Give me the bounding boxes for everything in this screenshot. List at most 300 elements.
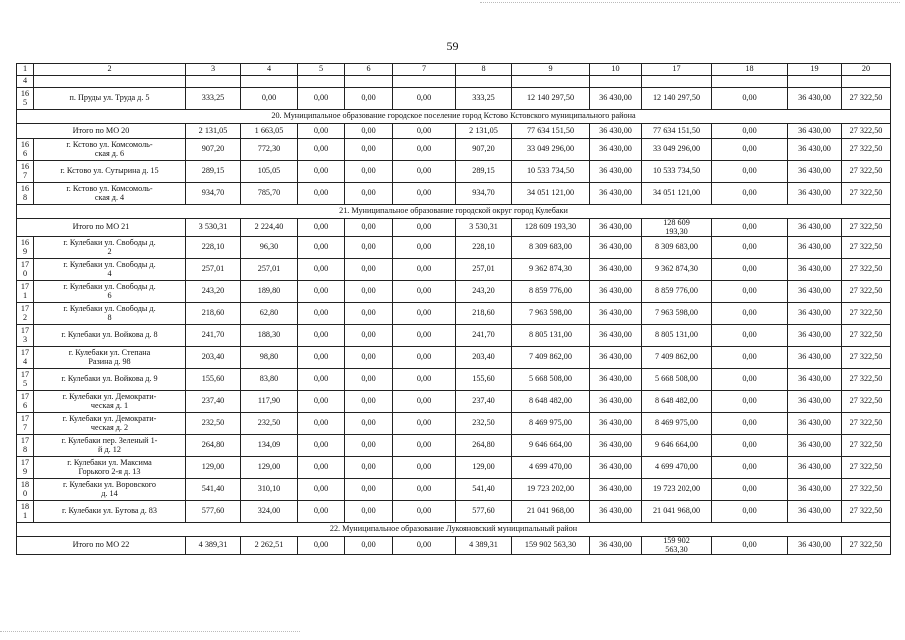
value-cell: 36 430,00 xyxy=(788,413,842,435)
value-cell: 36 430,00 xyxy=(590,413,642,435)
value-cell: 785,70 xyxy=(241,183,298,205)
value-cell: 0,00 xyxy=(393,237,456,259)
section-title: 20. Муниципальное образование городское поселение город Кстово Кстовского муниципального района xyxy=(17,110,891,124)
row-number: 18 0 xyxy=(17,479,34,501)
value-cell: 129,00 xyxy=(186,457,241,479)
value-cell: 289,15 xyxy=(186,161,241,183)
address-cell: г. Кулебаки ул. Войкова д. 8 xyxy=(34,325,186,347)
value-cell: 333,25 xyxy=(186,88,241,110)
value-cell: 0,00 xyxy=(298,435,345,457)
value-cell: 10 533 734,50 xyxy=(642,161,712,183)
value-cell: 218,60 xyxy=(186,303,241,325)
value-cell: 27 322,50 xyxy=(842,219,891,237)
address-cell: г. Кулебаки ул. Воровского д. 14 xyxy=(34,479,186,501)
value-cell: 27 322,50 xyxy=(842,88,891,110)
value-cell: 36 430,00 xyxy=(590,391,642,413)
value-cell: 0,00 xyxy=(298,457,345,479)
header-cell: 6 xyxy=(345,64,393,76)
value-cell: 257,01 xyxy=(241,259,298,281)
value-cell: 36 430,00 xyxy=(788,139,842,161)
table-cell xyxy=(186,76,241,88)
value-cell: 21 041 968,00 xyxy=(642,501,712,523)
value-cell: 0,00 xyxy=(712,369,788,391)
value-cell: 0,00 xyxy=(345,391,393,413)
data-table xyxy=(16,63,891,555)
table-row xyxy=(17,325,891,347)
value-cell: 5 668 508,00 xyxy=(642,369,712,391)
value-cell: 237,40 xyxy=(186,391,241,413)
value-cell: 0,00 xyxy=(712,183,788,205)
value-cell: 8 805 131,00 xyxy=(642,325,712,347)
row-number: 16 8 xyxy=(17,183,34,205)
value-cell: 36 430,00 xyxy=(788,259,842,281)
value-cell: 4 389,31 xyxy=(456,537,512,555)
value-cell: 0,00 xyxy=(712,237,788,259)
address-cell: г. Кулебаки ул. Максима Горького 2-я д. 13 xyxy=(34,457,186,479)
value-cell: 0,00 xyxy=(298,391,345,413)
address-cell: г. Кулебаки ул. Свободы д. 8 xyxy=(34,303,186,325)
value-cell: 0,00 xyxy=(393,435,456,457)
value-cell: 36 430,00 xyxy=(590,537,642,555)
value-cell: 0,00 xyxy=(393,347,456,369)
value-cell: 218,60 xyxy=(456,303,512,325)
value-cell: 0,00 xyxy=(393,88,456,110)
value-cell: 27 322,50 xyxy=(842,479,891,501)
value-cell: 188,30 xyxy=(241,325,298,347)
address-cell: г. Кулебаки ул. Свободы д. 2 xyxy=(34,237,186,259)
value-cell: 34 051 121,00 xyxy=(512,183,590,205)
value-cell: 27 322,50 xyxy=(842,347,891,369)
address-cell: г. Кулебаки ул. Свободы д. 6 xyxy=(34,281,186,303)
section-row xyxy=(17,205,891,219)
value-cell: 36 430,00 xyxy=(590,369,642,391)
value-cell: 36 430,00 xyxy=(788,501,842,523)
value-cell: 0,00 xyxy=(712,391,788,413)
row-number: 17 6 xyxy=(17,391,34,413)
table-row xyxy=(17,413,891,435)
value-cell: 36 430,00 xyxy=(788,391,842,413)
value-cell: 0,00 xyxy=(298,88,345,110)
value-cell: 5 668 508,00 xyxy=(512,369,590,391)
header-cell: 9 xyxy=(512,64,590,76)
row-number: 16 5 xyxy=(17,88,34,110)
value-cell: 0,00 xyxy=(345,347,393,369)
value-cell: 33 049 296,00 xyxy=(642,139,712,161)
row-number: 16 6 xyxy=(17,139,34,161)
value-cell: 0,00 xyxy=(345,161,393,183)
value-cell: 12 140 297,50 xyxy=(512,88,590,110)
value-cell: 0,00 xyxy=(712,347,788,369)
address-cell: г. Кулебаки ул. Демократи- ческая д. 1 xyxy=(34,391,186,413)
value-cell: 0,00 xyxy=(393,281,456,303)
value-cell: 27 322,50 xyxy=(842,237,891,259)
value-cell: 19 723 202,00 xyxy=(642,479,712,501)
table-cell xyxy=(590,76,642,88)
value-cell: 2 224,40 xyxy=(241,219,298,237)
value-cell: 7 409 862,00 xyxy=(512,347,590,369)
row-number: 17 5 xyxy=(17,369,34,391)
row-number: 17 7 xyxy=(17,413,34,435)
value-cell: 0,00 xyxy=(393,219,456,237)
value-cell: 232,50 xyxy=(186,413,241,435)
value-cell: 232,50 xyxy=(241,413,298,435)
value-cell: 36 430,00 xyxy=(788,124,842,139)
header-cell: 5 xyxy=(298,64,345,76)
value-cell: 934,70 xyxy=(456,183,512,205)
value-cell: 128 609 193,30 xyxy=(512,219,590,237)
value-cell: 0,00 xyxy=(298,501,345,523)
value-cell: 27 322,50 xyxy=(842,259,891,281)
header-row xyxy=(17,64,891,76)
value-cell: 0,00 xyxy=(298,479,345,501)
value-cell: 8 859 776,00 xyxy=(642,281,712,303)
value-cell: 203,40 xyxy=(456,347,512,369)
value-cell: 27 322,50 xyxy=(842,325,891,347)
value-cell: 264,80 xyxy=(456,435,512,457)
value-cell: 3 530,31 xyxy=(186,219,241,237)
value-cell: 0,00 xyxy=(345,537,393,555)
value-cell: 4 699 470,00 xyxy=(642,457,712,479)
value-cell: 0,00 xyxy=(345,457,393,479)
value-cell: 228,10 xyxy=(186,237,241,259)
value-cell: 0,00 xyxy=(298,124,345,139)
address-cell: г. Кстово ул. Комсомоль- ская д. 4 xyxy=(34,183,186,205)
value-cell: 0,00 xyxy=(712,303,788,325)
value-cell: 333,25 xyxy=(456,88,512,110)
value-cell: 9 362 874,30 xyxy=(512,259,590,281)
table-cell xyxy=(393,76,456,88)
value-cell: 934,70 xyxy=(186,183,241,205)
value-cell: 33 049 296,00 xyxy=(512,139,590,161)
value-cell: 907,20 xyxy=(456,139,512,161)
value-cell: 36 430,00 xyxy=(590,219,642,237)
value-cell: 36 430,00 xyxy=(590,124,642,139)
value-cell: 8 469 975,00 xyxy=(642,413,712,435)
value-cell: 4 389,31 xyxy=(186,537,241,555)
table-cell xyxy=(241,76,298,88)
value-cell: 77 634 151,50 xyxy=(512,124,590,139)
value-cell: 0,00 xyxy=(298,139,345,161)
value-cell: 0,00 xyxy=(345,88,393,110)
value-cell: 117,90 xyxy=(241,391,298,413)
header-cell: 7 xyxy=(393,64,456,76)
value-cell: 0,00 xyxy=(345,479,393,501)
value-cell: 36 430,00 xyxy=(590,183,642,205)
value-cell: 0,00 xyxy=(712,413,788,435)
table-row xyxy=(17,369,891,391)
address-cell: г. Кулебаки ул. Свободы д. 4 xyxy=(34,259,186,281)
value-cell: 27 322,50 xyxy=(842,124,891,139)
row-number: 17 3 xyxy=(17,325,34,347)
table-row xyxy=(17,501,891,523)
value-cell: 0,00 xyxy=(393,325,456,347)
value-cell: 577,60 xyxy=(456,501,512,523)
value-cell: 0,00 xyxy=(345,413,393,435)
total-label: Итого по МО 21 xyxy=(17,219,186,237)
address-cell: п. Пруды ул. Труда д. 5 xyxy=(34,88,186,110)
value-cell: 0,00 xyxy=(298,537,345,555)
value-cell: 0,00 xyxy=(298,183,345,205)
value-cell: 0,00 xyxy=(345,219,393,237)
value-cell: 2 131,05 xyxy=(456,124,512,139)
value-cell: 264,80 xyxy=(186,435,241,457)
value-cell: 0,00 xyxy=(712,537,788,555)
value-cell: 577,60 xyxy=(186,501,241,523)
table-cell xyxy=(788,76,842,88)
top-row xyxy=(17,76,891,88)
table-row xyxy=(17,139,891,161)
value-cell: 36 430,00 xyxy=(590,457,642,479)
row-number: 17 1 xyxy=(17,281,34,303)
value-cell: 27 322,50 xyxy=(842,435,891,457)
total-row xyxy=(17,537,891,555)
address-cell: г. Кулебаки ул. Демократи- ческая д. 2 xyxy=(34,413,186,435)
header-cell: 1 xyxy=(17,64,34,76)
section-row xyxy=(17,523,891,537)
value-cell: 243,20 xyxy=(456,281,512,303)
value-cell: 36 430,00 xyxy=(788,369,842,391)
value-cell: 8 859 776,00 xyxy=(512,281,590,303)
table-row xyxy=(17,161,891,183)
address-cell: г. Кулебаки ул. Бутова д. 83 xyxy=(34,501,186,523)
value-cell: 129,00 xyxy=(456,457,512,479)
header-cell: 18 xyxy=(712,64,788,76)
value-cell: 0,00 xyxy=(393,479,456,501)
value-cell: 8 805 131,00 xyxy=(512,325,590,347)
value-cell: 0,00 xyxy=(393,457,456,479)
value-cell: 19 723 202,00 xyxy=(512,479,590,501)
table-cell xyxy=(298,76,345,88)
value-cell: 36 430,00 xyxy=(788,325,842,347)
value-cell: 541,40 xyxy=(456,479,512,501)
row-number: 18 1 xyxy=(17,501,34,523)
address-cell: г. Кулебаки пер. Зеленый 1- й д. 12 xyxy=(34,435,186,457)
row-number: 16 7 xyxy=(17,161,34,183)
value-cell: 7 963 598,00 xyxy=(642,303,712,325)
header-cell: 4 xyxy=(241,64,298,76)
value-cell: 0,00 xyxy=(393,303,456,325)
value-cell: 36 430,00 xyxy=(590,88,642,110)
table-row xyxy=(17,281,891,303)
value-cell: 0,00 xyxy=(712,88,788,110)
value-cell: 2 131,05 xyxy=(186,124,241,139)
value-cell: 27 322,50 xyxy=(842,537,891,555)
value-cell: 36 430,00 xyxy=(788,237,842,259)
value-cell: 128 609 193,30 xyxy=(642,219,712,237)
value-cell: 159 902 563,30 xyxy=(512,537,590,555)
value-cell: 36 430,00 xyxy=(788,219,842,237)
value-cell: 36 430,00 xyxy=(590,161,642,183)
value-cell: 36 430,00 xyxy=(590,325,642,347)
value-cell: 0,00 xyxy=(345,124,393,139)
scan-artifact-bottom xyxy=(0,631,300,632)
value-cell: 289,15 xyxy=(456,161,512,183)
value-cell: 203,40 xyxy=(186,347,241,369)
header-cell: 19 xyxy=(788,64,842,76)
value-cell: 0,00 xyxy=(345,183,393,205)
value-cell: 0,00 xyxy=(298,413,345,435)
value-cell: 36 430,00 xyxy=(590,435,642,457)
address-cell: г. Кулебаки ул. Войкова д. 9 xyxy=(34,369,186,391)
row-number: 17 8 xyxy=(17,435,34,457)
value-cell: 7 963 598,00 xyxy=(512,303,590,325)
value-cell: 27 322,50 xyxy=(842,281,891,303)
header-cell: 3 xyxy=(186,64,241,76)
value-cell: 27 322,50 xyxy=(842,139,891,161)
value-cell: 36 430,00 xyxy=(788,281,842,303)
value-cell: 189,80 xyxy=(241,281,298,303)
value-cell: 0,00 xyxy=(298,237,345,259)
section-row xyxy=(17,110,891,124)
value-cell: 0,00 xyxy=(712,219,788,237)
value-cell: 3 530,31 xyxy=(456,219,512,237)
value-cell: 228,10 xyxy=(456,237,512,259)
value-cell: 0,00 xyxy=(345,259,393,281)
table-cell xyxy=(642,76,712,88)
value-cell: 36 430,00 xyxy=(788,457,842,479)
total-row xyxy=(17,219,891,237)
table-row xyxy=(17,457,891,479)
total-label: Итого по МО 20 xyxy=(17,124,186,139)
value-cell: 36 430,00 xyxy=(590,139,642,161)
value-cell: 0,00 xyxy=(393,501,456,523)
value-cell: 0,00 xyxy=(712,501,788,523)
total-label: Итого по МО 22 xyxy=(17,537,186,555)
value-cell: 0,00 xyxy=(393,391,456,413)
table-cell xyxy=(345,76,393,88)
value-cell: 9 646 664,00 xyxy=(512,435,590,457)
row-number: 17 4 xyxy=(17,347,34,369)
value-cell: 105,05 xyxy=(241,161,298,183)
value-cell: 0,00 xyxy=(393,537,456,555)
value-cell: 62,80 xyxy=(241,303,298,325)
value-cell: 0,00 xyxy=(345,281,393,303)
value-cell: 10 533 734,50 xyxy=(512,161,590,183)
total-row xyxy=(17,124,891,139)
value-cell: 243,20 xyxy=(186,281,241,303)
value-cell: 27 322,50 xyxy=(842,501,891,523)
value-cell: 0,00 xyxy=(345,303,393,325)
header-cell: 20 xyxy=(842,64,891,76)
section-title: 21. Муниципальное образование городской округ город Кулебаки xyxy=(17,205,891,219)
table-cell xyxy=(842,76,891,88)
value-cell: 98,80 xyxy=(241,347,298,369)
address-cell: г. Кстово ул. Сутырина д. 15 xyxy=(34,161,186,183)
value-cell: 0,00 xyxy=(712,325,788,347)
value-cell: 77 634 151,50 xyxy=(642,124,712,139)
value-cell: 0,00 xyxy=(345,369,393,391)
value-cell: 0,00 xyxy=(393,369,456,391)
page-number: 59 xyxy=(446,39,459,53)
value-cell: 0,00 xyxy=(712,281,788,303)
value-cell: 257,01 xyxy=(186,259,241,281)
value-cell: 0,00 xyxy=(712,259,788,281)
value-cell: 36 430,00 xyxy=(590,303,642,325)
value-cell: 9 362 874,30 xyxy=(642,259,712,281)
table-row xyxy=(17,479,891,501)
value-cell: 8 648 482,00 xyxy=(512,391,590,413)
value-cell: 155,60 xyxy=(456,369,512,391)
value-cell: 155,60 xyxy=(186,369,241,391)
table-row xyxy=(17,237,891,259)
value-cell: 36 430,00 xyxy=(788,161,842,183)
value-cell: 0,00 xyxy=(345,501,393,523)
value-cell: 0,00 xyxy=(393,183,456,205)
value-cell: 1 663,05 xyxy=(241,124,298,139)
value-cell: 27 322,50 xyxy=(842,413,891,435)
value-cell: 0,00 xyxy=(393,161,456,183)
value-cell: 8 648 482,00 xyxy=(642,391,712,413)
value-cell: 241,70 xyxy=(186,325,241,347)
value-cell: 36 430,00 xyxy=(788,183,842,205)
table-cell xyxy=(712,76,788,88)
address-cell: г. Кстово ул. Комсомоль- ская д. 6 xyxy=(34,139,186,161)
row-number: 17 0 xyxy=(17,259,34,281)
value-cell: 27 322,50 xyxy=(842,391,891,413)
row-number: 17 2 xyxy=(17,303,34,325)
value-cell: 237,40 xyxy=(456,391,512,413)
table-cell xyxy=(512,76,590,88)
value-cell: 36 430,00 xyxy=(590,281,642,303)
value-cell: 0,00 xyxy=(393,124,456,139)
value-cell: 257,01 xyxy=(456,259,512,281)
value-cell: 36 430,00 xyxy=(788,435,842,457)
section-title: 22. Муниципальное образование Лукояновский муниципальный район xyxy=(17,523,891,537)
value-cell: 0,00 xyxy=(712,139,788,161)
value-cell: 0,00 xyxy=(712,161,788,183)
row-number: 16 9 xyxy=(17,237,34,259)
value-cell: 36 430,00 xyxy=(590,501,642,523)
value-cell: 0,00 xyxy=(298,325,345,347)
value-cell: 0,00 xyxy=(298,303,345,325)
value-cell: 36 430,00 xyxy=(590,479,642,501)
value-cell: 96,30 xyxy=(241,237,298,259)
value-cell: 83,80 xyxy=(241,369,298,391)
value-cell: 0,00 xyxy=(393,413,456,435)
value-cell: 27 322,50 xyxy=(842,303,891,325)
value-cell: 4 699 470,00 xyxy=(512,457,590,479)
value-cell: 0,00 xyxy=(241,88,298,110)
value-cell: 0,00 xyxy=(712,479,788,501)
value-cell: 7 409 862,00 xyxy=(642,347,712,369)
table-row xyxy=(17,183,891,205)
value-cell: 27 322,50 xyxy=(842,161,891,183)
header-cell: 10 xyxy=(590,64,642,76)
value-cell: 27 322,50 xyxy=(842,457,891,479)
value-cell: 159 902 563,30 xyxy=(642,537,712,555)
value-cell: 0,00 xyxy=(393,259,456,281)
table-cell xyxy=(456,76,512,88)
table-row xyxy=(17,391,891,413)
value-cell: 36 430,00 xyxy=(788,479,842,501)
value-cell: 8 309 683,00 xyxy=(512,237,590,259)
value-cell: 36 430,00 xyxy=(788,303,842,325)
table-row xyxy=(17,435,891,457)
value-cell: 907,20 xyxy=(186,139,241,161)
value-cell: 0,00 xyxy=(298,281,345,303)
value-cell: 27 322,50 xyxy=(842,369,891,391)
scan-artifact-top xyxy=(480,2,900,3)
row-number: 4 xyxy=(17,76,34,88)
table-row xyxy=(17,347,891,369)
value-cell: 0,00 xyxy=(712,435,788,457)
value-cell: 0,00 xyxy=(298,347,345,369)
value-cell: 36 430,00 xyxy=(590,347,642,369)
table-row xyxy=(17,303,891,325)
value-cell: 0,00 xyxy=(712,124,788,139)
header-cell: 17 xyxy=(642,64,712,76)
address-cell: г. Кулебаки ул. Степана Разина д. 98 xyxy=(34,347,186,369)
